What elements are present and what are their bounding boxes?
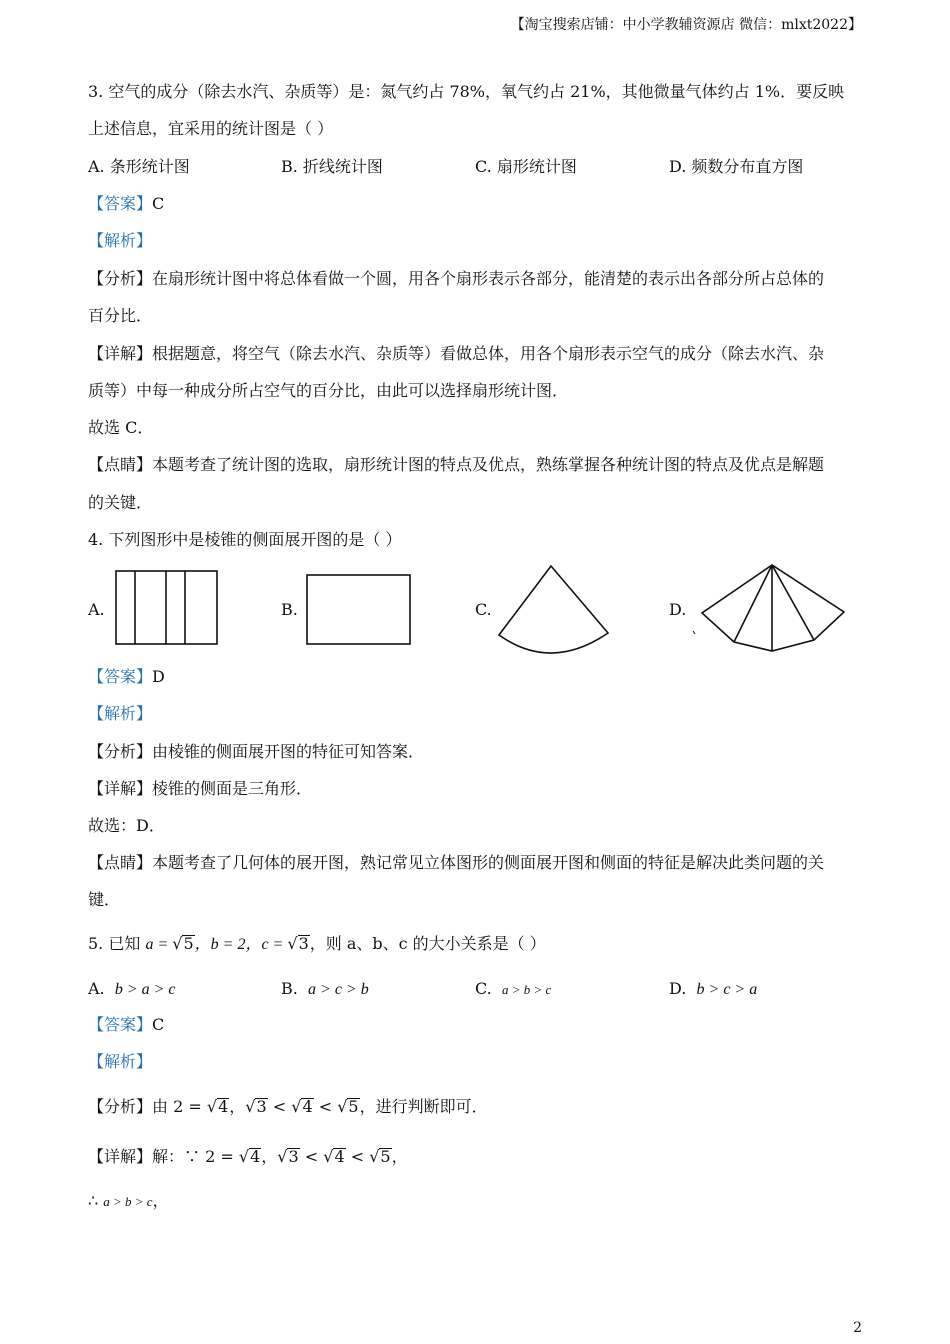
page-number: 2 <box>853 1320 862 1336</box>
q3-xiangjie-line2: 质等）中每一种成分所占空气的百分比，由此可以选择扇形统计图． <box>88 381 569 400</box>
q4-figure-c-sector <box>496 564 614 656</box>
q3-option-d: D. 频数分布直方图 <box>669 157 804 176</box>
q5-jiexi: 【解析】 <box>88 1052 153 1071</box>
q4-jiexi: 【解析】 <box>88 704 153 723</box>
q5-therefore: ∴ a > b > c， <box>88 1191 169 1210</box>
q5-stem: 5. 已知 a = √5，b = 2，c = √3，则 a、b、c 的大小关系是（ ） <box>88 934 546 953</box>
q5-xiangjie: 【详解】解：∵ 2 = √4，√3 < √4 < √5， <box>88 1147 408 1166</box>
q4-option-d-label: D. <box>669 600 687 619</box>
q3-xiangjie-line1: 【详解】根据题意，将空气（除去水汽、杂质等）看做总体，用各个扇形表示空气的成分（除去水汽、杂 <box>88 344 825 363</box>
q5-option-b: B. a > c > b <box>281 979 369 998</box>
q3-stem-line2: 上述信息，宜采用的统计图是（ ） <box>88 119 334 138</box>
q5-fenxi: 【分析】由 2 = √4，√3 < √4 < √5，进行判断即可． <box>88 1097 488 1116</box>
q5-option-c: C. a > b > c <box>475 979 552 998</box>
q4-xiangjie: 【详解】棱锥的侧面是三角形． <box>88 779 313 798</box>
q5-option-a: A. b > a > c <box>88 979 176 998</box>
q4-option-c-label: C. <box>475 600 492 619</box>
q3-fenxi-line2: 百分比． <box>88 306 153 325</box>
q3-answer: 【答案】C <box>88 194 165 213</box>
q4-option-b-label: B. <box>281 600 298 619</box>
q4-dianjing-line1: 【点睛】本题考查了几何体的展开图，熟记常见立体图形的侧面展开图和侧面的特征是解决此类问题的关 <box>88 853 825 872</box>
q4-dianjing-line2: 键． <box>88 890 121 909</box>
q3-option-c: C. 扇形统计图 <box>475 157 577 176</box>
q4-figure-b-rectangle <box>306 574 412 646</box>
q4-figure-a-rectangles <box>115 570 219 646</box>
q4-stem: 4. 下列图形中是棱锥的侧面展开图的是（ ） <box>88 530 402 549</box>
q3-option-b: B. 折线统计图 <box>281 157 383 176</box>
q3-dianjing-line2: 的关键． <box>88 493 153 512</box>
q4-option-a-label: A. <box>88 600 105 619</box>
q4-guxuan: 故选：D． <box>88 816 165 835</box>
q5-answer: 【答案】C <box>88 1015 165 1034</box>
q3-dianjing-line1: 【点睛】本题考查了统计图的选取，扇形统计图的特点及优点，熟练掌握各种统计图的特点及优点是解题 <box>88 455 825 474</box>
q3-stem-line1: 3. 空气的成分（除去水汽、杂质等）是：氮气约占 78%，氧气约占 21%，其他微量气体约占 1%．要反映 <box>88 82 845 101</box>
q4-figure-d-pyramid-net <box>690 562 848 654</box>
page-header: 【淘宝搜索店铺：中小学教辅资源店 微信：mlxt2022】 <box>510 17 862 33</box>
q3-jiexi: 【解析】 <box>88 231 153 250</box>
q4-fenxi: 【分析】由棱锥的侧面展开图的特征可知答案． <box>88 742 425 761</box>
q5-option-d: D. b > c > a <box>669 979 758 998</box>
q3-option-a: A. 条形统计图 <box>88 157 190 176</box>
q4-answer: 【答案】D <box>88 667 165 686</box>
q3-fenxi-line1: 【分析】在扇形统计图中将总体看做一个圆，用各个扇形表示各部分，能清楚的表示出各部分所占总体的 <box>88 269 825 288</box>
q3-guxuan: 故选 C． <box>88 418 154 437</box>
